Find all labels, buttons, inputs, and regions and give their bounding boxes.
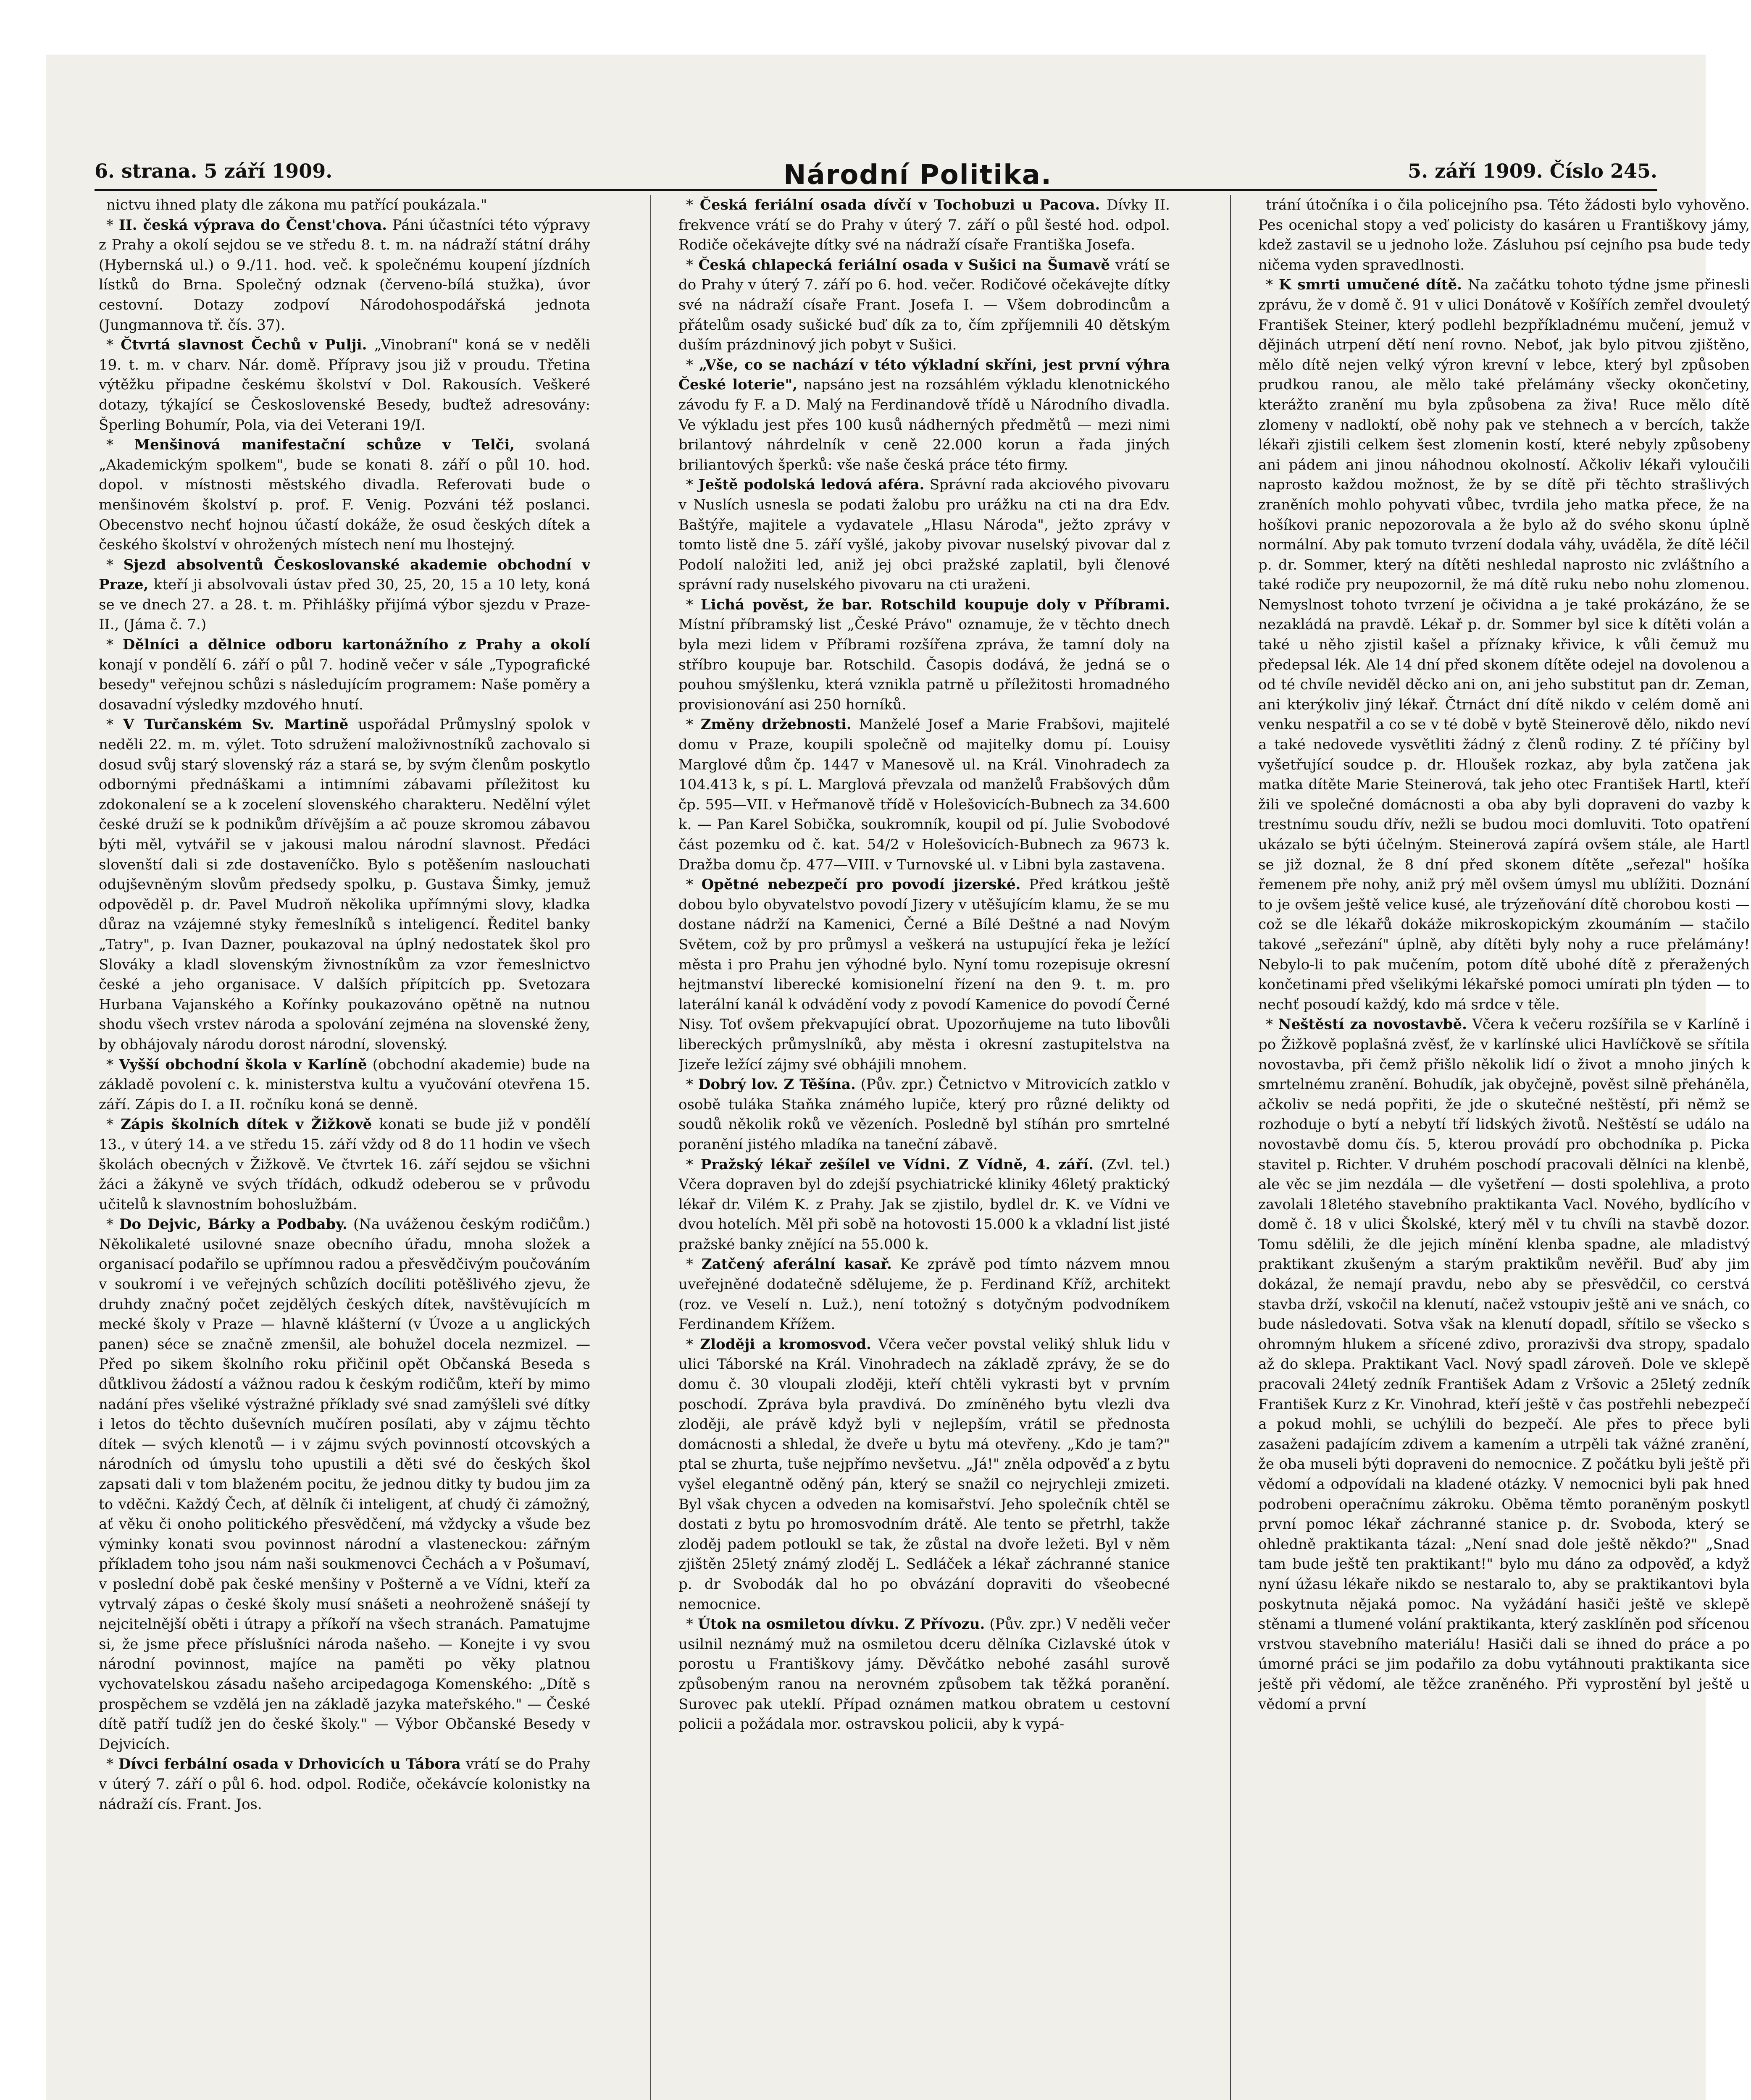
- article-paragraph: [678, 1335, 1170, 1614]
- article-text: Dívky II. frekvence vrátí se do Prahy v úterý 7. září o půl šesté hod. odpol. Rodiče očekávejte dítky své na nádraží císaře Františka Josefa.: [678, 197, 1170, 254]
- article-bullet: *: [106, 636, 123, 654]
- article-bullet: *: [1266, 1016, 1278, 1033]
- article-paragraph: [1258, 1015, 1750, 1714]
- article-bullet: *: [686, 1616, 698, 1633]
- article-paragraph: [99, 715, 590, 1055]
- article-paragraph: [99, 1754, 590, 1814]
- article-bullet: *: [686, 1256, 702, 1273]
- article-headline: Zatčený aferální kasař.: [701, 1256, 892, 1273]
- article-paragraph: [1258, 195, 1750, 275]
- article-bullet: *: [1266, 276, 1279, 294]
- article-paragraph: [678, 255, 1170, 355]
- article-paragraph: [678, 715, 1170, 875]
- article-paragraph: [99, 435, 590, 555]
- article-bullet: *: [686, 356, 699, 373]
- article-text: Včera večer povstal veliký shluk lidu v ulici Táborské na Král. Vinohradech na základě zprávy, že se do domu č. 30 vloupali zloději, kteří chtěli vykrasti byt v prvním poschodí. Zpráva byla pravdivá. Do zmíněného bytu vlezli dva zloději, ale právě když byli v nejlepším, vrátil se přednosta domácnosti a shledal, že dveře u bytu má otevřeny. „Kdo je tam?" ptal se zhurta, tuše nejpřímo nevšetvu. „Já!" zněla odpověď a z bytu vyšel elegantně oděný pán, který se snažil co nejrychleji zmizeti. Byl však chycen a odveden na komisařství. Jeho společník chtěl se dostati z bytu po hromosvodním drátě. Ale tento se přetrhl, takže zloděj padem potloukl se tak, že zůstal na dvoře ležeti. Byl v něm zjištěn 25letý známý zloděj L. Sedláček a lékař záchranné stanice p. dr Svobodák dal ho po obvázání dopraviti do všeobecné nemocnice.: [678, 1336, 1170, 1613]
- article-headline: Dívci ferbální osada v Drhovicích u Tábora: [118, 1756, 461, 1773]
- article-bullet: *: [686, 1156, 701, 1173]
- article-text: Před krátkou ještě dobou bylo obyvatelstvo povodí Jizery v utěšujícím klamu, že se mu dostane nádrží na Kamenici, Černé a Bílé Deštné a nad Novým Světem, což by pro průmysl a veškerá na ustupující řeka je ležící města i pro Prahu jen výhodné bylo. Nyní tomu rozepisuje okresní hejtmanství liberecké komisionelní řízení na den 9. t. m. pro laterální kanál k odvádění vody z povodí Kamenice do povodí Černé Nisy. Toť ovšem překvapující obrat. Upozorňujeme na tuto libovůli libereckých průmyslníků, aby města i okresní zastupitelstva na Jizeře ležící zájmy své obhájili mnohem.: [678, 876, 1170, 1073]
- article-paragraph: [99, 1055, 590, 1115]
- article-paragraph: [99, 215, 590, 336]
- article-bullet: *: [106, 1056, 119, 1073]
- article-paragraph: [678, 595, 1170, 715]
- article-paragraph: [678, 355, 1170, 475]
- article-paragraph: [678, 475, 1170, 595]
- article-text: Správní rada akciového pivovaru v Nuslích usnesla se podati žalobu pro urážku na cti na dra Edv. Baštýře, majitele a vydavatele „Hlasu Národa", ježto zprávy v tomto listě dne 5. září vyšlé, jakoby pivovar nuselský pivovar dal z Podolí naložiti led, aniž jej obci pražské zaplatil, byli členové správní rady nuselského pivovaru na cti uraženi.: [678, 476, 1170, 593]
- column-3: [1258, 195, 1750, 2100]
- article-text: napsáno jest na rozsáhlém výkladu klenotnického závodu fy F. a D. Malý na Ferdinandově třídě u Národního divadla. Ve výkladu jest přes 100 kusů nádherných předmětů — mezi nimi brilantový náhrdelník v ceně 22.000 korun a řada jiných briliantových šperků: vše naše česká práce této firmy.: [678, 376, 1170, 473]
- article-text: trání útočníka i o čila policejního psa. Této žádosti bylo vyhověno. Pes ocenichal stopy a veď policisty do kasáren u Františkovy jámy, kdež zastavil se u jednoho lože. Zásluhou psí cejního psa bude tedy ničema vyden spravedlnosti.: [1258, 197, 1750, 273]
- article-headline: Vyšší obchodní škola v Karlíně: [119, 1056, 367, 1073]
- article-text: (Zvl. tel.) Včera dopraven byl do zdejší psychiatrické kliniky 46letý praktický lékař dr. Vilém K. z Prahy. Jak se zjistilo, bydlel dr. K. ve Vídni ve dvou hotelích. Měl při sobě na hotovosti 15.000 k a vkladní list jisté pražské banky znějící na 55.000 k.: [678, 1156, 1170, 1253]
- column-divider: [1230, 195, 1231, 2100]
- article-bullet: *: [106, 336, 121, 354]
- article-paragraph: [678, 195, 1170, 255]
- article-headline: Zloději a kromosvod.: [700, 1336, 871, 1353]
- article-headline: Ještě podolská ledová aféra.: [698, 476, 925, 494]
- column-2: [678, 195, 1170, 2100]
- article-headline: Zápis školních dítek v Žižkově: [121, 1116, 372, 1133]
- article-bullet: *: [686, 1076, 698, 1093]
- article-headline: Česká chlapecká feriální osada v Sušici na Šumavě: [698, 256, 1110, 273]
- article-text: Manželé Josef a Marie Frabšovi, majitelé domu v Praze, koupili společně od majitelky domu pí. Louisy Marglové dům čp. 1447 v Manesově ul. na Král. Vinohradech za 104.413 k, s pí. L. Marglová převzala od manželů Frabšových dům čp. 595—VII. v Heřmanově třídě v Holešovicích-Bubnech za 34.600 k. — Pan Karel Sobička, soukromník, koupil od pí. Julie Svobodové část pozemku od č. kat. 54/2 v Holešovicích-Bubnech za 9673 k. Dražba domu čp. 477—VIII. v Turnovské ul. v Libni byla zastavena.: [678, 716, 1170, 873]
- article-headline: Do Dejvic, Bárky a Podbaby.: [119, 1216, 347, 1233]
- article-text: nictvu ihned platy dle zákona mu patřící poukázala.": [106, 197, 487, 213]
- article-bullet: *: [106, 216, 119, 234]
- article-bullet: *: [686, 716, 701, 733]
- article-text: Na začátku tohoto týdne jsme přinesli zprávu, že v domě č. 91 v ulici Donátově v Košířích zemřel dvouletý František Steiner, který podlehl bezpříkladnému mučení, jemuž v dějinách utrpení dětí není rovno. Neboť, jak bylo pitvou zjištěno, mělo dítě nejen velký výron krevní v lebce, který byl způsoben prudkou ranou, ale mělo také přelámány všecky okončetiny, kterážto zranění mu byla způsobena za živa! Ruce mělo dítě zlomeny v nadloktí, obě nohy pak ve stehnech a v bercích, takže lékaři zjistili celkem šest zlomenin kostí, které nebyly způsobeny ani pádem ani jinou náhodnou okolností. Ačkoliv lékaři vyloučili naprosto každou možnost, že by se dítě při těchto strašlivých zraněních mohlo pohyvati vůbec, tvrdila jeho matka přece, že na hošíkovi pranic nepozorovala a že bylo až do svého skonu úplně normální. Aby pak tomuto tvrzení dodala váhy, uváděla, že dítě léčil p. dr. Sommer, který na dítěti neshledal naprosto nic zvláštního a také rodiče pry neupozornil, že má dítě ruku nebo nohu zlomenou. Nemyslnost tohoto tvrzení je očividna a je také prokázáno, že se nezakládá na pravdě. Lékař p. dr. Sommer byl sice k dítěti volán a také u něho zjistil kašel a příznaky křivice, k vůli čemuž mu předepsal lék. Ale 14 dní před skonem dítěte odejel na dovolenou a od té chvíle neviděl děcko ani on, ani jeho substitut pan dr. Zeman, ani kterýkoliv jiný lékař. Čtrnáct dní dítě nikdo v celém domě ani venku nespatřil a co se v té době v bytě Steinerově dělo, nikdo neví a také nedovede vysvětliti žádný z členů rodiny. Z té příčiny byl vyšetřující soudce p. dr. Hloušek rozkaz, aby byla zatčena jak matka dítěte Marie Steinerová, tak jeho otec František Hartl, kteří žili ve společné domácnosti a oba aby byli dopraveni do vazby k trestnímu soudu dřív, nežli se budou moci domluviti. Toto opatření ukázalo se býti účelným. Steinerová zapírá ovšem stále, ale Hartl se již doznal, že 8 dní před skonem dítěte „seřezal" hošíka řemenem pře nohy, aniž prý měl ovšem úmysl mu ublížiti. Doznání to je ovšem ještě velice kusé, ale trýzeňování dítě chorobou kosti — což se dle lékařů dokáže mikroskopickým zkoumáním — stačilo takové „seřezání" úplně, aby dítěti byly nohy a ruce přelámány! Nebylo-li to pak mučením, potom dítě ubohé dítě z přeražených končetinami před všelikými lékařské pomoci umírati pln týden — to nechť posoudí každý, kdo má srdce v těle.: [1258, 276, 1750, 1013]
- article-bullet: *: [106, 556, 124, 573]
- article-paragraph: [99, 555, 590, 635]
- article-text: kteří ji absolvovali ústav před 30, 25, 20, 15 a 10 lety, koná se ve dnech 27. a 28. t. m. Přihlášky přijímá výbor sjezdu v Praze-II., (Jáma č. 7.): [99, 576, 590, 633]
- article-headline: Pražský lékař zešílel ve Vídni. Z Vídně, 4. září.: [700, 1156, 1094, 1173]
- article-paragraph: [678, 1614, 1170, 1735]
- article-bullet: *: [106, 716, 123, 733]
- article-text: Místní příbramský list „České Právo" oznamuje, že v těchto dnech byla mezi lidem v Příbrami rozšířena zpráva, že tamní doly na stříbro koupuje bar. Rotschild. Časopis dodává, že jedná se o pouhou smýšlenku, která vznikla patrně u příležitosti hromadného provisionování asi 250 horníků.: [678, 616, 1170, 713]
- article-text: Páni účastníci této výpravy z Prahy a okolí sejdou se ve středu 8. t. m. na nádraží státní dráhy (Hybernská ul.) o 9./11. hod. več. k společnému koupení jízdních lístků do Brna. Společný odznak (červeno-bílá stužka), úvor cestovní. Dotazy zodpoví Národohospodářská jednota (Jungmannova tř. čís. 37).: [99, 216, 590, 333]
- article-paragraph: [678, 1155, 1170, 1255]
- article-headline: Opětné nebezpečí pro povodí jizerské.: [701, 876, 1021, 893]
- article-paragraph: [678, 875, 1170, 1075]
- article-text: Ke zprávě pod tímto názvem mnou uveřejněné dodatečně sdělujeme, že p. Ferdinand Kříž, architekt (roz. ve Veselí n. Luž.), není totožný s dotyčným podvodníkem Ferdinandem Křížem.: [678, 1256, 1170, 1333]
- article-headline: Čtvrtá slavnost Čechů v Pulji.: [121, 336, 367, 354]
- article-bullet: *: [686, 876, 702, 893]
- article-headline: K smrti umučené dítě.: [1278, 276, 1462, 294]
- article-text: (Pův. zpr.) Četnictvo v Mitrovicích zatklo v osobě tuláka Staňka známého lupiče, který pro různé delikty od soudů několik roků ve vězeních. Posledně byl stíhán pro smrtelné poranění jistého mladíka na taneční zábavě.: [678, 1076, 1170, 1153]
- article-headline: Česká feriální osada dívčí v Tochobuzi u Pacova.: [699, 197, 1100, 213]
- article-text: (Na uváženou českým rodičům.) Několikaleté usilovné snaze obecního úřadu, mnoha složek a organisací podařilo se upřímnou radou a přesvědčivým poučováním v soukromí i ve veřejných schůzích docíliti potěšlivého zjevu, že druhdy značný počet zejdělých českých dítek, navštěvujících m mecké školy v Praze — hlavně klášterní (v Úvoze a u anglických panen) séce se značně zmenšil, ale bohužel docela nezmizel. — Před po sikem školního roku přičinil opět Občanská Beseda s důtklivou žádostí a vážnou radou k českým rodičům, kteří by mimo nadání přes všeliké výstražné příklady své snad zamýšleli své dítky i letos do těchto duševních mučíren posílati, aby v zájmu těchto dítek — svých klenotů — i v zájmu svých povinností otcovských a národních od úmyslu toho upustili a děti své do českých škol zapsati dali v tom blaženém pocitu, že jednou ditky ty budou jim za to vděčni. Každý Čech, ať dělník či inteligent, ať chudý či zámožný, ať věku či onoho politického přesvědčení, má vždycky a všude bez výminky konati svou povinnost národní a vlasteneckou: zářným příkladem toho jsou nám naši soukmenovci Čechách a v Pošumaví, v poslední době pak české menšiny v Pošterně a ve Vídni, kteří za vytrvalý zápas o české školy musí snášeti a neohroženě snášejí ty nejcitelnější oběti i útrapy a příkoří na všech stranách. Pamatujme si, že jsme přece příslušníci národa našeho. — Konejte i vy svou národní povinnost, majíce na paměti po věky platnou vychovatelskou zásadu našeho arcipedagoga Komenského: „Dítě s prospěchem se vzdělá jen na základě jazyka mateřského." — České dítě patří tudíž jen do české školy." — Výbor Občanské Besedy v Dejvicích.: [99, 1216, 590, 1753]
- article-headline: Útok na osmiletou dívku. Z Přívozu.: [698, 1616, 985, 1633]
- article-headline: Změny držebnosti.: [700, 716, 852, 733]
- article-headline: Dobrý lov. Z Těšína.: [698, 1076, 856, 1093]
- article-paragraph: [99, 1115, 590, 1215]
- article-text: konati se bude již v pondělí 13., v úterý 14. a ve středu 15. září vždy od 8 do 11 hodin ve všech školách obecných v Žižkově. Ve čtvrtek 16. září sejdou se všichni žáci a žákyně ve svých třídách, odkudž odeberou se v průvodu učitelů k slavnostním bohoslužbám.: [99, 1116, 590, 1213]
- article-paragraph: [678, 1255, 1170, 1334]
- article-paragraph: [99, 195, 590, 215]
- article-headline: Dělníci a dělnice odboru kartonážního z Prahy a okolí: [122, 636, 590, 654]
- article-text: uspořádal Průmyslný spolok v neděli 22. m. m. výlet. Toto sdružení maloživnostníků zachovalo si dosud svůj starý slovenský ráz a stará se, by svým členům poskytlo odbornými přednáškami a intimními zábavami příležitost ku zdokonalení se a k zocelení slovenského charakteru. Nedělní výlet české druží se k podnikům dřívějším a ač pouze skromou zábavou býti měl, vytvářil se v jakousi malou národní slavnost. Předáci slovenští dali si zde dostaveníčko. Bylo s potěšením naslouchati odujševněným slovům předsedy spolku, p. Gustava Šimky, jemuž odpověděl p. dr. Pavel Mudroň několika upřímnými slovy, kladka důraz na vzájemné styky řemeslníků s inteligencí. Ředitel banky „Tatry", p. Ivan Dazner, poukazoval na úplný nedostatek škol pro Slováky a kladl slovenským živnostníkům za vzor řemeslnictvo české a jeho organisace. V dalších přípitcích pp. Svetozara Hurbana Vajanského a Kořínky poukazováno opětně na nutnou shodu všech vrstev národa a spolování zejména na slovenské ženy, by obhájovaly národu dorost národní, slovenský.: [99, 716, 590, 1053]
- article-text: svolaná „Akademickým spolkem", bude se konati 8. září o půl 10. hod. dopol. v místnosti městského divadla. Referovati bude o menšinovém školství p. prof. F. Venig. Pozváni též poslanci. Obecenstvo nechť hojnou účastí dokáže, že osud českých dítek a českého školství v ohrožených místech není mu lhostejný.: [99, 436, 590, 554]
- issue-date-right: 5. září 1909. Číslo 245.: [1408, 160, 1657, 182]
- article-paragraph: [99, 335, 590, 435]
- article-headline: „Vše, co se nachází v této výkladní skříni, jest první výhra České loterie",: [678, 356, 1170, 394]
- article-text: Včera k večeru rozšířila se v Karlíně i po Žižkově poplašná zvěsť, že v karlínské ulici Havlíčkově se sřítila novostavba, při čemž přišlo několik lidí o život a mnoho jiných k smrtelnému zranění. Bohudík, jak obyčejně, pověst silně přeháněla, ačkoliv se nedá popřiti, že jde o skutečné neštěstí, při němž se rozhoduje o bytí a nebytí tří lidských životů. Neštěstí se událo na novostavbě domu čís. 5, kterou provádí pro obchodníka p. Picka stavitel p. Richter. V druhém poschodí pracovali dělníci na klenbě, ale věc se jim nezdála — dle vyšetření — dosti spolehliva, a proto zavolali 18letého stavebního praktikanta Vacl. Nového, bydlícího v domě č. 18 v ulici Školské, který měl v tu chvíli na stavbě dozor. Tomu sdělili, že dle jejich mínění klenba spadne, ale mladistvý praktikant zkušeným a starým praktikům nevěřil. Buď aby jim dokázal, že nemají pravdu, nebo aby se přesvědčil, co cerstvá stavba drží, vskočil na klenutí, načež vstoupiv ještě ani ve snách, co bude následovati. Sotva však na klenutí dopadl, sřítilo se všecko s ohromným hlukem a sřícené zdivo, prorazivši dva stropy, spadalo až do sklepa. Praktikant Vacl. Nový spadl zároveň. Dole ve sklepě pracovali 24letý zedník František Adam z Vršovic a 25letý zedník František Kurz z Kr. Vinohrad, kteří ještě v čas postřehli nebezpečí a pokud mohli, se uchýlili do bezpečí. Ale přes to přece byli zasaženi padajícím zdivem a kamením a utrpěli tak vážné zranění, že oba museli býti dopraveni do nemocnice. Z počátku byli ještě při vědomí a odpovídali na kladené otázky. V nemocnici byli pak hned podrobeni operačnímu zákroku. Oběma těmto poraněným poskytl první pomoc lékař záchranné stanice p. dr. Svoboda, který se ohledně praktikanta tázal: „Není snad dole ještě někdo?" „Snad tam bude ještě ten praktikant!" bylo mu dáno za odpověď, a když nyní úžasu lékaře nikdo se nestaralo to, aby se praktikantovi byla poskytnuta nějaká pomoc. Na vyžádání hasiči ještě ve sklepě stěnami a tlumené volání praktikanta, který zasklíněn pod sřícenou vrstvou stavebního materiálu! Hasiči dali se ihned do práce a po úmorné práci se jim podařilo za dobu vytáhnouti praktikanta sice ještě při vědomí, ale těžce zraněného. Při vyprostění byl ještě u vědomí a první: [1258, 1016, 1750, 1713]
- article-text: vrátí se do Prahy v úterý 7. září po 6. hod. večer. Rodičové očekávejte dítky své na nádraží císaře Frant. Josefa I. — Všem dobrodincům a přátelům osady sušické buď dík za to, čím zpříjemnili 40 dětským duším prázdninový jich pobyt v Sušici.: [678, 256, 1170, 354]
- article-paragraph: [1258, 275, 1750, 1015]
- article-bullet: *: [106, 1116, 121, 1133]
- article-headline: Lichá pověst, že bar. Rotschild koupuje doly v Příbrami.: [700, 596, 1170, 613]
- article-headline: Neštěstí za novostavbě.: [1278, 1016, 1467, 1033]
- page-date-left: 6. strana. 5 září 1909.: [95, 160, 333, 182]
- newspaper-title: Národní Politika.: [783, 160, 1052, 191]
- article-bullet: *: [106, 1756, 118, 1773]
- article-bullet: *: [686, 256, 699, 273]
- article-headline: Menšinová manifestační schůze v Telči,: [134, 436, 515, 454]
- article-bullet: *: [686, 476, 699, 494]
- article-text: (obchodní akademie) bude na základě povolení c. k. ministerstva kultu a vyučování otevřena 15. září. Zápis do I. a II. ročníku koná se denně.: [99, 1056, 590, 1113]
- article-bullet: *: [686, 596, 701, 613]
- column-divider: [650, 195, 651, 2100]
- article-paragraph: [99, 1215, 590, 1754]
- article-headline: V Turčanském Sv. Martině: [123, 716, 349, 733]
- column-1: [99, 195, 590, 2100]
- masthead-rule: [95, 189, 1657, 191]
- article-bullet: *: [686, 1336, 700, 1353]
- article-bullet: *: [106, 436, 134, 454]
- article-paragraph: [678, 1075, 1170, 1155]
- article-text: „Vinobraní" koná se v neděli 19. t. m. v charv. Nár. domě. Přípravy jsou již v proudu. Třetina výtěžku připadne českému školství v Dol. Rakousích. Veškeré dotazy, týkající se Československé Besedy, buďtež adresovány: Šperling Bohumír, Pola, via dei Veterani 19/I.: [99, 336, 590, 433]
- article-bullet: *: [106, 1216, 119, 1233]
- article-headline: II. česká výprava do Čenst'chova.: [118, 216, 387, 234]
- article-text: (Pův. zpr.) V neděli večer usilnil neznámý muž na osmiletou dceru dělníka Cizlavské útok v porostu u Františkovy jámy. Děvčátko nebohé zasáhl surově způsobeným ranou na nerovném způsobem tak těžká poranění. Surovec pak uteklí. Případ oznámen matkou obratem u cestovní policii a požádala mor. ostravskou policii, aby k vypá-: [678, 1616, 1170, 1733]
- article-bullet: *: [686, 197, 700, 213]
- article-headline: Sjezd absolventů Českoslovanské akademie obchodní v Praze,: [99, 556, 590, 593]
- article-paragraph: [99, 635, 590, 715]
- article-text: vrátí se do Prahy v úterý 7. září o půl 6. hod. odpol. Rodiče, očekávcíe kolonistky na nádraží cís. Frant. Jos.: [99, 1756, 590, 1813]
- article-text: konají v pondělí 6. září o půl 7. hodině večer v sále „Typografické besedy" veřejnou schůzi s následujícím programem: Naše poměry a dosavadní výsledky mzdového hnutí.: [99, 656, 590, 713]
